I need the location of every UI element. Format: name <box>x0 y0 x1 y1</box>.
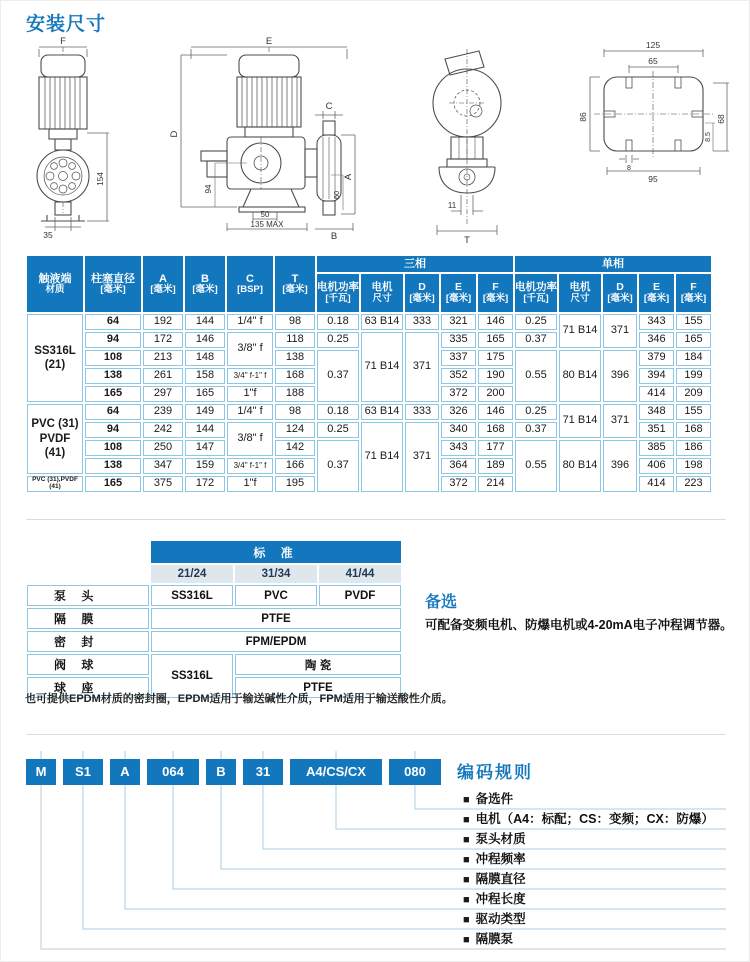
page-title: 安装尺寸 <box>26 14 107 35</box>
dim-label-f: F <box>60 37 66 47</box>
table-cell: 177 <box>478 440 513 456</box>
table-cell: 394 <box>639 368 674 384</box>
table-cell: 190 <box>478 368 513 384</box>
table-cell: 199 <box>676 368 711 384</box>
dim-label-11: 11 <box>447 201 457 210</box>
table-cell: 192 <box>143 314 183 330</box>
std-row-label: 阀 球 <box>27 654 149 675</box>
base-plate-drawing <box>594 71 715 159</box>
dim-header-cell: F [毫米] <box>478 274 513 312</box>
coding-title: 编码规则 <box>457 763 533 782</box>
code-item-label: 备选件 <box>475 792 514 806</box>
std-header-row <box>27 541 401 563</box>
code-box-b: B <box>206 759 236 785</box>
table-cell: 200 <box>478 386 513 402</box>
table-cell: 414 <box>639 386 674 402</box>
dim-header-cell: 电机 尺寸 <box>361 274 403 312</box>
code-item-label: 驱动类型 <box>475 912 526 926</box>
table-row <box>27 585 401 606</box>
dim-label-d: D <box>169 130 180 138</box>
dim-header-cell: 电机功率 [千瓦] <box>317 274 359 312</box>
table-cell: 364 <box>441 458 476 474</box>
table-cell: 71 B14 <box>361 332 403 402</box>
dim-header-cell: 电机 尺寸 <box>559 274 601 312</box>
code-item <box>463 849 726 869</box>
table-cell: 3/8" f <box>227 422 273 456</box>
table-cell: 148 <box>185 350 225 366</box>
dim-label-154: 154 <box>96 172 105 186</box>
table-cell: 0.37 <box>317 350 359 402</box>
table-cell: 158 <box>185 368 225 384</box>
table-cell: 375 <box>143 476 183 492</box>
code-box-080: 080 <box>389 759 441 785</box>
table-cell: 371 <box>603 314 637 348</box>
dim-label-8-5: 8.5 <box>705 132 712 142</box>
code-item-label: 泵头材质 <box>475 832 526 846</box>
table-cell: 372 <box>441 386 476 402</box>
dim-header-cell: C [BSP] <box>227 256 273 312</box>
table-cell: 146 <box>478 404 513 420</box>
table-cell: 108 <box>85 350 141 366</box>
dim-header-cell: 触液端 材质 <box>27 256 83 312</box>
table-cell: 0.18 <box>317 314 359 330</box>
std-col-header: 21/24 <box>151 565 233 583</box>
table-cell: 0.55 <box>515 440 557 492</box>
table-cell: 188 <box>275 386 315 402</box>
table-cell: 346 <box>639 332 674 348</box>
code-box-31: 31 <box>243 759 283 785</box>
table-cell: 209 <box>676 386 711 402</box>
table-cell: 189 <box>478 458 513 474</box>
table-cell: 184 <box>676 350 711 366</box>
standard-table-wrap <box>25 539 403 700</box>
dim-label-t: T <box>464 235 470 246</box>
bullet-icon: ■ <box>463 814 470 826</box>
dim-header-cell: D [毫米] <box>405 274 439 312</box>
table-cell: 80 B14 <box>559 350 601 402</box>
table-cell: 223 <box>676 476 711 492</box>
table-cell: 144 <box>185 422 225 438</box>
table-cell: 168 <box>275 368 315 384</box>
code-box-s1: S1 <box>63 759 103 785</box>
table-cell: 3/8" f <box>227 332 273 366</box>
table-cell: 372 <box>441 476 476 492</box>
table-cell: 165 <box>676 332 711 348</box>
code-box-a4cscx: A4/CS/CX <box>290 759 382 785</box>
blank-cell <box>27 541 149 563</box>
std-cols-row <box>27 565 401 583</box>
dim-label-135max: 135 MAX <box>250 220 284 229</box>
table-cell: 371 <box>405 332 439 402</box>
std-col-header: 41/44 <box>319 565 401 583</box>
dim-header-cell: 柱塞直径 [毫米] <box>85 256 141 312</box>
table-cell: 0.25 <box>515 314 557 330</box>
std-header-cell: 标 准 <box>151 541 401 563</box>
table-row <box>27 631 401 652</box>
table-cell: 0.37 <box>317 440 359 492</box>
table-cell: 149 <box>185 404 225 420</box>
table-row <box>27 314 711 330</box>
table-cell: 63 B14 <box>361 314 403 330</box>
table-cell: PTFE <box>151 608 401 629</box>
table-cell: 138 <box>85 458 141 474</box>
blank-cell <box>27 565 149 583</box>
table-cell: 352 <box>441 368 476 384</box>
table-cell: 165 <box>85 476 141 492</box>
table-cell: 142 <box>275 440 315 456</box>
code-item <box>463 809 726 829</box>
table-cell: 1"f <box>227 476 273 492</box>
table-cell: 166 <box>275 458 315 474</box>
table-cell: PVC (31) PVDF (41) <box>27 404 83 474</box>
code-item <box>463 909 726 929</box>
dim-label-60: 60 <box>332 190 341 200</box>
dim-label-65: 65 <box>648 56 658 66</box>
dim-header-group-row <box>27 256 711 272</box>
table-cell: 261 <box>143 368 183 384</box>
table-cell: 348 <box>639 404 674 420</box>
table-cell: 155 <box>676 314 711 330</box>
code-box-a: A <box>110 759 140 785</box>
section-divider-2 <box>26 734 726 735</box>
table-cell: 147 <box>185 440 225 456</box>
table-cell: 321 <box>441 314 476 330</box>
code-item-label: 冲程长度 <box>475 892 526 906</box>
dim-header-cell: F [毫米] <box>676 274 711 312</box>
code-item <box>463 829 726 849</box>
table-cell: 124 <box>275 422 315 438</box>
table-cell: 98 <box>275 404 315 420</box>
dim-label-50: 50 <box>260 210 270 219</box>
table-cell: 159 <box>185 458 225 474</box>
bullet-icon: ■ <box>463 834 470 846</box>
table-cell: SS316L (21) <box>27 314 83 402</box>
table-cell: PTFE <box>235 677 401 698</box>
table-cell: 175 <box>478 350 513 366</box>
dim-header-cell: T [毫米] <box>275 256 315 312</box>
table-cell: 118 <box>275 332 315 348</box>
table-cell: 71 B14 <box>559 314 601 348</box>
table-cell: 396 <box>603 440 637 492</box>
code-item-label: 隔膜直径 <box>475 872 526 886</box>
table-cell: 250 <box>143 440 183 456</box>
optional-title: 备选 <box>425 594 458 611</box>
table-cell: 3/4" f-1" f <box>227 368 273 384</box>
dim-label-a: A <box>343 173 354 181</box>
table-row <box>27 608 401 629</box>
table-cell: 165 <box>185 386 225 402</box>
code-item <box>463 929 726 949</box>
table-cell: 213 <box>143 350 183 366</box>
dim-header-cell: A [毫米] <box>143 256 183 312</box>
table-cell: 337 <box>441 350 476 366</box>
table-cell: 0.55 <box>515 350 557 402</box>
table-cell: 335 <box>441 332 476 348</box>
table-cell: 0.37 <box>515 332 557 348</box>
dim-label-94: 94 <box>204 184 213 194</box>
table-cell: 0.25 <box>317 422 359 438</box>
table-cell: 144 <box>185 314 225 330</box>
table-cell: 63 B14 <box>361 404 403 420</box>
dimension-table-wrap <box>25 254 713 494</box>
table-cell: 138 <box>275 350 315 366</box>
table-cell: 3/4" f-1" f <box>227 458 273 474</box>
code-box-064: 064 <box>147 759 199 785</box>
dim-label-8: 8 <box>627 165 631 172</box>
table-cell: SS316L <box>151 585 233 606</box>
code-item-label: 冲程频率 <box>475 852 526 866</box>
table-cell: 64 <box>85 314 141 330</box>
table-cell: 64 <box>85 404 141 420</box>
table-cell: 414 <box>639 476 674 492</box>
table-cell: 80 B14 <box>559 440 601 492</box>
dim-header-cell: D [毫米] <box>603 274 637 312</box>
bullet-icon: ■ <box>463 914 470 926</box>
table-cell: 343 <box>441 440 476 456</box>
table-cell: SS316L <box>151 654 233 698</box>
std-row-label: 隔 膜 <box>27 608 149 629</box>
std-col-header: 31/34 <box>235 565 317 583</box>
std-row-label: 密 封 <box>27 631 149 652</box>
code-item <box>463 869 726 889</box>
dim-label-c: C <box>325 101 333 112</box>
dim-label-125: 125 <box>645 40 661 50</box>
table-cell: FPM/EPDM <box>151 631 401 652</box>
table-row <box>27 654 401 675</box>
bullet-icon: ■ <box>463 794 470 806</box>
table-cell: 186 <box>676 440 711 456</box>
table-cell: 371 <box>603 404 637 438</box>
bullet-icon: ■ <box>463 894 470 906</box>
table-cell: 172 <box>143 332 183 348</box>
code-item <box>463 789 726 809</box>
dim-label-b: B <box>330 231 338 242</box>
table-cell: 385 <box>639 440 674 456</box>
table-cell: 155 <box>676 404 711 420</box>
table-cell: 297 <box>143 386 183 402</box>
table-cell: 0.37 <box>515 422 557 438</box>
table-row <box>27 404 711 420</box>
table-cell: 371 <box>405 422 439 492</box>
side-view-drawing <box>201 47 341 215</box>
table-cell: 168 <box>478 422 513 438</box>
code-item-label: 隔膜泵 <box>475 932 514 946</box>
table-cell: 108 <box>85 440 141 456</box>
table-cell: 214 <box>478 476 513 492</box>
table-cell: 0.18 <box>317 404 359 420</box>
table-cell: 340 <box>441 422 476 438</box>
table-cell: 94 <box>85 332 141 348</box>
table-cell: 333 <box>405 404 439 420</box>
table-cell: PVC <box>235 585 317 606</box>
materials-footnote: 也可提供EPDM材质的密封圈，EPDM适用于输送碱性介质，FPM适用于输送酸性介质。 <box>25 693 453 705</box>
table-cell: 347 <box>143 458 183 474</box>
code-box-m: M <box>26 759 56 785</box>
table-cell: 陶 瓷 <box>235 654 401 675</box>
table-cell: 1/4" f <box>227 404 273 420</box>
dim-header-cell: E [毫米] <box>639 274 674 312</box>
table-cell: 98 <box>275 314 315 330</box>
table-cell: 0.25 <box>317 332 359 348</box>
table-cell: 168 <box>676 422 711 438</box>
dim-header-cell: 电机功率 [千瓦] <box>515 274 557 312</box>
dim-label-86: 86 <box>578 112 588 122</box>
std-row-label: 泵 头 <box>27 585 149 606</box>
table-cell: 165 <box>85 386 141 402</box>
installation-drawings <box>1 37 750 251</box>
bullet-icon: ■ <box>463 934 470 946</box>
table-cell: 351 <box>639 422 674 438</box>
table-cell: 94 <box>85 422 141 438</box>
dim-header-group-cell: 单相 <box>515 256 711 272</box>
bullet-icon: ■ <box>463 854 470 866</box>
table-cell: 198 <box>676 458 711 474</box>
dimension-table <box>25 254 713 494</box>
table-cell: 343 <box>639 314 674 330</box>
table-cell: 172 <box>185 476 225 492</box>
table-cell: 1/4" f <box>227 314 273 330</box>
section-divider <box>26 519 726 520</box>
dim-label-68: 68 <box>716 114 726 124</box>
table-cell: 242 <box>143 422 183 438</box>
std-row-label: 球 座 <box>27 677 149 698</box>
base-plate-dimensions <box>590 49 729 175</box>
optional-body: 可配备变频电机、防爆电机或4-20mA电子冲程调节器。 <box>425 618 733 632</box>
dim-header-group-cell: 三相 <box>317 256 513 272</box>
table-cell: 0.25 <box>515 404 557 420</box>
table-cell: PVDF <box>319 585 401 606</box>
table-cell: 146 <box>478 314 513 330</box>
table-cell: 406 <box>639 458 674 474</box>
table-cell: 379 <box>639 350 674 366</box>
dim-header-cell: B [毫米] <box>185 256 225 312</box>
table-cell: 326 <box>441 404 476 420</box>
table-cell: 396 <box>603 350 637 402</box>
table-cell: 333 <box>405 314 439 330</box>
table-cell: 239 <box>143 404 183 420</box>
dim-label-35: 35 <box>43 230 53 240</box>
end-view-drawing <box>433 49 501 225</box>
table-cell: 195 <box>275 476 315 492</box>
code-item-label: 电机（A4：标配；CS：变频；CX：防爆） <box>475 812 714 826</box>
table-cell: PVC (31),PVDF (41) <box>27 476 83 492</box>
standard-table <box>25 539 403 700</box>
table-cell: 146 <box>185 332 225 348</box>
table-cell: 1"f <box>227 386 273 402</box>
code-item <box>463 889 726 909</box>
table-cell: 71 B14 <box>559 404 601 438</box>
table-cell: 138 <box>85 368 141 384</box>
dim-label-95: 95 <box>648 174 658 184</box>
dim-header-cell: E [毫米] <box>441 274 476 312</box>
table-cell: 165 <box>478 332 513 348</box>
dim-label-e: E <box>265 37 273 47</box>
front-view-drawing <box>37 47 89 221</box>
bullet-icon: ■ <box>463 874 470 886</box>
table-cell: 71 B14 <box>361 422 403 492</box>
